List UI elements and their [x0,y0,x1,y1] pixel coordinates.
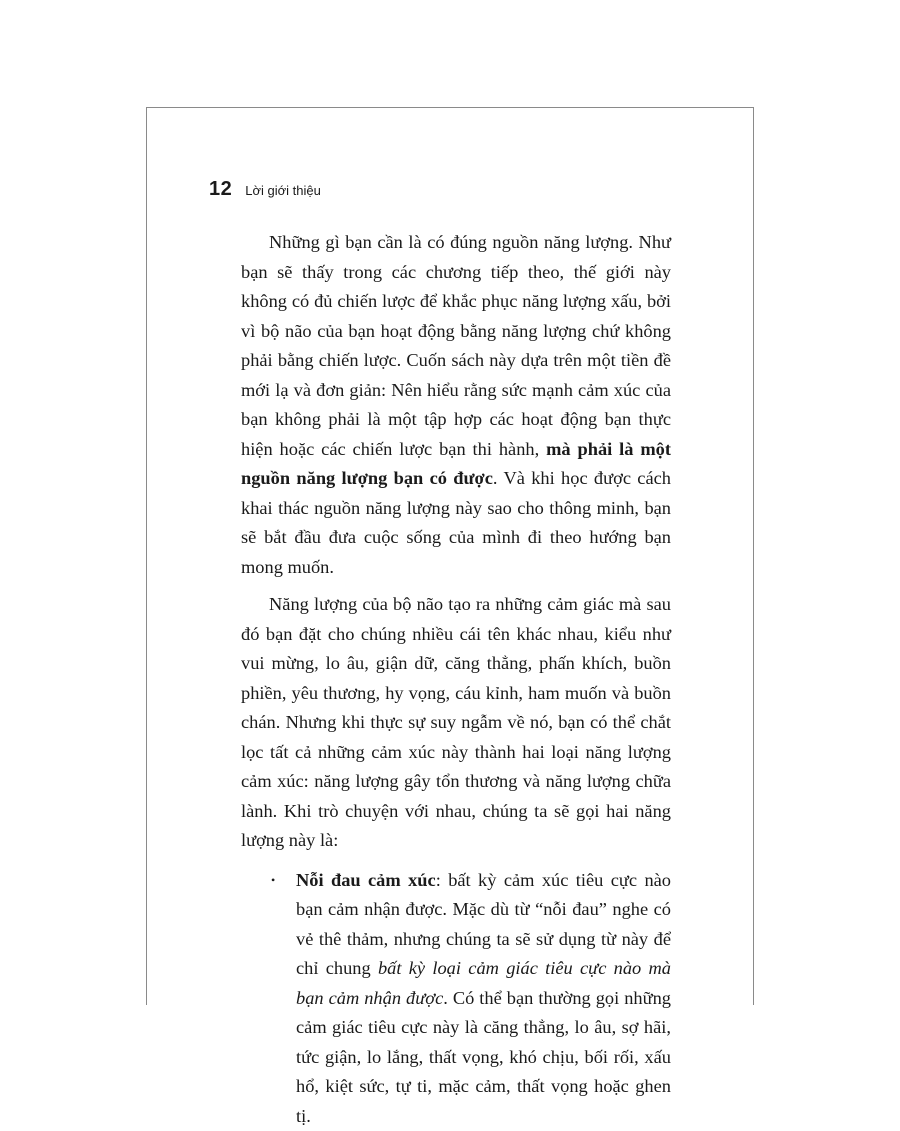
body-text [241,228,671,1131]
running-title: Lời giới thiệu [245,183,321,198]
italic-emphasis: bất kỳ loại cảm giác tiêu cực nào mà bạn cảm nhận được [296,958,671,1008]
page-number: 12 [209,178,232,201]
page-header [209,178,321,201]
bullet-text: . Có thể bạn thường gọi những cảm giác tiêu cực này là căng thẳng, lo âu, sợ hãi, tức giận, lo lắng, thất vọng, khó chịu, bối rối, xấu hổ, kiệt sức, tự ti, mặc cảm, thất vọng hoặc ghen tị. [296,988,671,1126]
list-item [296,866,671,1131]
paragraph [241,590,671,856]
bullet-text: : bất kỳ cảm xúc tiêu cực nào bạn cảm nhận được. Mặc dù từ “nỗi đau” nghe có vẻ thê thảm, nhưng chúng ta sẽ sử dụng từ này để chỉ chung [296,870,671,979]
bold-emphasis: mà phải là một nguồn năng lượng bạn có được [241,439,671,489]
bullet-term: Nỗi đau cảm xúc [296,870,436,890]
bullet-list [241,866,671,1131]
bullet-icon: • [271,866,275,896]
paragraph-text: . Và khi học được cách khai thác nguồn năng lượng này sao cho thông minh, bạn sẽ bắt đầu đưa cuộc sống của mình đi theo hướng bạn mong muốn. [241,468,671,577]
paragraph [241,228,671,582]
paragraph-text: Năng lượng của bộ não tạo ra những cảm giác mà sau đó bạn đặt cho chúng nhiều cái tên khác nhau, kiểu như vui mừng, lo âu, giận dữ, căng thẳng, phấn khích, buồn phiền, yêu thương, hy vọng, cáu kỉnh, ham muốn và buồn chán. Nhưng khi thực sự suy ngẫm về nó, bạn có thể chắt lọc tất cả những cảm xúc này thành hai loại năng lượng cảm xúc: năng lượng gây tổn thương và năng lượng chữa lành. Khi trò chuyện với nhau, chúng ta sẽ gọi hai năng lượng này là: [241,594,671,850]
paragraph-text: Những gì bạn cần là có đúng nguồn năng lượng. Như bạn sẽ thấy trong các chương tiếp theo, thế giới này không có đủ chiến lược để khắc phục năng lượng xấu, bởi vì bộ não của bạn hoạt động bằng năng lượng chứ không phải bằng chiến lược. Cuốn sách này dựa trên một tiền đề mới lạ và đơn giản: Nên hiểu rằng sức mạnh cảm xúc của bạn không phải là một tập hợp các hoạt động bạn thực hiện hoặc các chiến lược bạn thi hành, [241,232,671,459]
